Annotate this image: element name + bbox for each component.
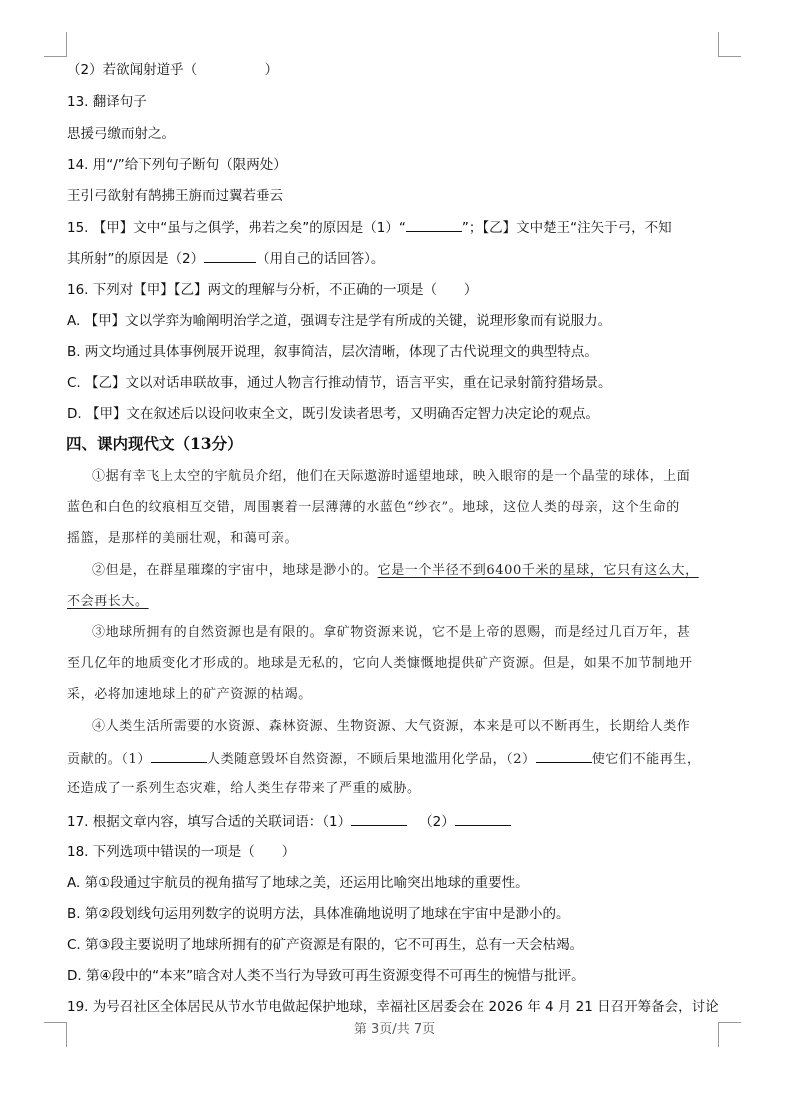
- question-18-option-d: D. 第④段中的“本来”暗含对人类不当行为导致可再生资源变得不可再生的惋惜与批评。: [67, 968, 585, 984]
- passage-p1-line1: ①据有幸飞上太空的宇航员介绍，他们在天际遨游时遥望地球，映入眼帘的是一个晶莹的球体，上面: [92, 469, 691, 484]
- answer-blank-p4-2[interactable]: [536, 748, 592, 763]
- question-13-title: 13. 翻译句子: [67, 94, 147, 110]
- passage-p1-line3: 摇篮，是那样的美丽壮观，和蔼可亲。: [67, 531, 299, 546]
- question-15-text-d: （用自己的话回答）。: [256, 251, 385, 267]
- question-18-option-c: C. 第③段主要说明了地球所拥有的矿产资源是有限的，它不可再生，总有一天会枯竭。: [67, 937, 584, 953]
- question-15-line2: [67, 248, 725, 269]
- question-18-option-b: B. 第②段划线句运用列数字的说明方法，具体准确地说明了地球在宇宙中是渺小的。: [67, 906, 570, 922]
- crop-mark-top-left: [44, 32, 67, 57]
- passage-p3-line3: 采，必将加速地球上的矿产资源的枯竭。: [67, 687, 312, 702]
- question-12-2: （2）若欲闻射道乎（ ）: [67, 62, 279, 78]
- question-15-text-a: 15. 【甲】文中“虽与之俱学，弗若之矣”的原因是（1）“: [67, 220, 406, 236]
- passage-p3-line2: 至几亿年的地质变化才形成的。地球是无私的，它向人类慷慨地提供矿产资源。但是，如果不加节制地开: [67, 656, 693, 671]
- passage-p4-text-b: 人类随意毁坏自然资源，不顾后果地滥用化学品，（2）: [206, 752, 536, 767]
- question-14-title: 14. 用“/”给下列句子断句（限两处）: [67, 157, 287, 173]
- question-15-text-b: ”；【乙】文中楚王“注矢于弓，不知: [461, 220, 672, 236]
- passage-p3-line1: ③地球所拥有的自然资源也是有限的。拿矿物资源来说，它不是上帝的恩赐，而是经过几百万年，甚: [92, 625, 691, 640]
- section-heading-modern-text: 四、课内现代文（13分）: [66, 434, 243, 453]
- question-13-sentence: 思援弓缴而射之。: [67, 126, 175, 142]
- passage-p2-text: ②但是，在群星璀璨的宇宙中，地球是渺小的。: [92, 563, 378, 578]
- question-16-option-a: A. 【甲】文以学弈为喻阐明治学之道，强调专注是学有所成的关键，说理形象而有说服力。: [67, 313, 612, 329]
- passage-p2-line1: [92, 561, 725, 581]
- question-18-option-a: A. 第①段通过宇航员的视角描写了地球之美，还运用比喻突出地球的重要性。: [67, 875, 529, 891]
- passage-p4-text-c: 使它们不能再生，: [591, 752, 701, 767]
- passage-p4-line3: 还造成了一系列生态灾难，给人类生存带来了严重的威胁。: [67, 781, 421, 796]
- question-19-title: 19. 为号召社区全体居民从节水节电做起保护地球，幸福社区居委会在 2026 年 4 月 21 日召开筹备会，讨论: [67, 999, 719, 1015]
- answer-blank-15-1[interactable]: [406, 217, 462, 232]
- passage-p4-line1: ④人类生活所需要的水资源、森林资源、生物资源、大气资源，本来是可以不断再生，长期给人类作: [92, 719, 691, 734]
- passage-p1-line2: 蓝色和白色的纹痕相互交错，周围裹着一层薄薄的水蓝色“纱衣”。地球，这位人类的母亲，这个生命的: [67, 500, 680, 515]
- answer-blank-p4-1[interactable]: [151, 748, 207, 763]
- question-14-sentence: 王引弓欲射有鹄拂王旃而过翼若垂云: [67, 188, 283, 204]
- question-18-title: 18. 下列选项中错误的一项是（ ）: [67, 844, 296, 860]
- question-16-option-b: B. 两文均通过具体事例展开说理，叙事简洁，层次清晰，体现了古代说理文的典型特点。: [67, 344, 598, 360]
- question-16-option-d: D. 【甲】文在叙述后以设问收束全文，既引发读者思考，又明确否定智力决定论的观点。: [67, 406, 599, 422]
- passage-p4-text-a: 贡献的。（1）: [67, 752, 151, 767]
- question-15-line1: [67, 217, 725, 238]
- page-number-footer: 第 3页/共 7页: [353, 1022, 436, 1037]
- passage-p4-line2: [67, 748, 725, 770]
- underlined-sentence: 它是一个半径不到6400千米的星球，它只有这么大，: [377, 563, 699, 578]
- question-16-title: 16. 下列对【甲】【乙】两文的理解与分析，不正确的一项是（ ）: [67, 282, 478, 298]
- question-17: [67, 811, 725, 832]
- question-17-text-a: 17. 根据文章内容，填写合适的关联词语：（1）: [67, 814, 352, 830]
- answer-blank-17-2[interactable]: [455, 811, 511, 826]
- answer-blank-17-1[interactable]: [351, 811, 407, 826]
- question-15-text-c: 其所射”的原因是（2）: [67, 251, 205, 267]
- question-17-text-b: （2）: [419, 814, 455, 830]
- passage-p2-line2: 不会再长大。: [67, 594, 149, 609]
- crop-mark-top-right: [718, 32, 741, 57]
- answer-blank-15-2[interactable]: [204, 248, 256, 263]
- question-16-option-c: C. 【乙】文以对话串联故事，通过人物言行推动情节，语言平实，重在记录射箭狩猎场景。: [67, 375, 612, 391]
